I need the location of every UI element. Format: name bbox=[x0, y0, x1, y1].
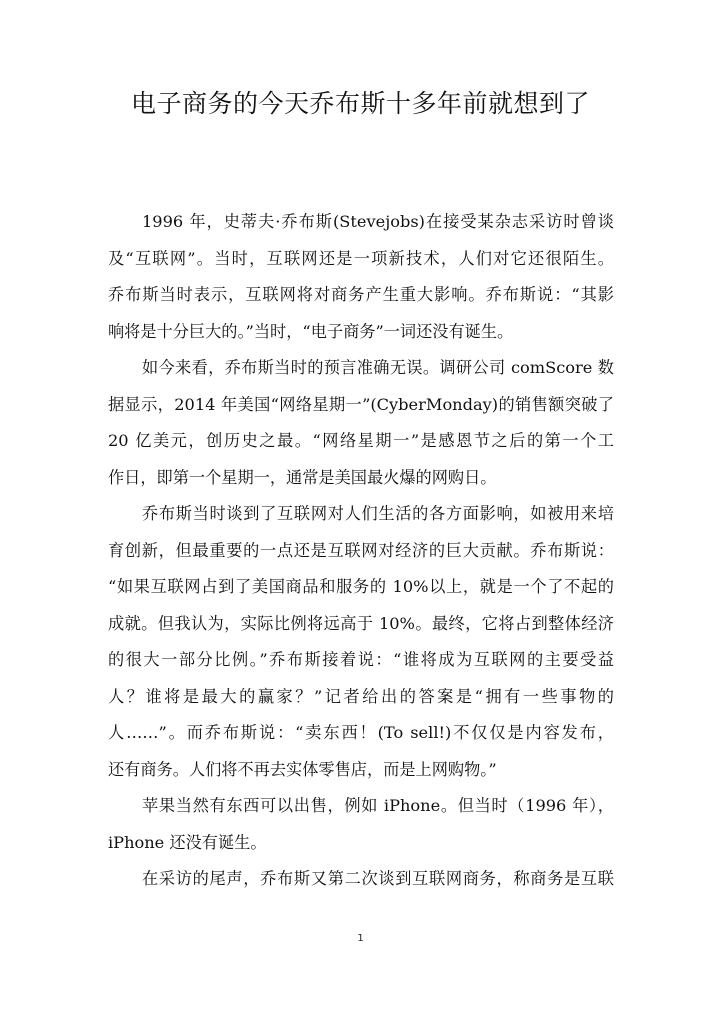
body-line: 人？谁将是最大的赢家？”记者给出的答案是“拥有一些事物的 bbox=[108, 686, 614, 706]
page-number: 1 bbox=[357, 933, 364, 944]
body-line: 还有商务。人们将不再去实体零售店，而是上网购物。” bbox=[108, 759, 497, 779]
document-title: 电子商务的今天乔布斯十多年前就想到了 bbox=[130, 89, 590, 118]
body-line: 成就。但我认为，实际比例将远高于 10%。最终，它将占到整体经济 bbox=[108, 613, 614, 633]
body-line: 乔布斯当时表示，互联网将对商务产生重大影响。乔布斯说：“其影 bbox=[108, 285, 614, 304]
body-line: “如果互联网占到了美国商品和服务的 10%以上，就是一个了不起的 bbox=[108, 577, 614, 596]
body-line: 乔布斯当时谈到了互联网对人们生活的各方面影响，如被用来培 bbox=[142, 504, 614, 523]
document-body bbox=[108, 204, 614, 898]
body-line: 育创新，但最重要的一点还是互联网对经济的巨大贡献。乔布斯说： bbox=[108, 540, 614, 560]
body-line: 作日，即第一个星期一，通常是美国最火爆的网购日。 bbox=[108, 467, 497, 487]
body-line: 如今来看，乔布斯当时的预言准确无误。调研公司 comScore 数 bbox=[142, 358, 614, 377]
body-line: iPhone 还没有诞生。 bbox=[108, 832, 267, 852]
body-line: 据显示，2014 年美国“网络星期一”(CyberMonday)的销售额突破了 bbox=[108, 394, 614, 414]
body-line: 人……”。而乔布斯说：“卖东西！(To sell!)不仅仅是内容发布， bbox=[108, 723, 614, 742]
body-line: 在采访的尾声，乔布斯又第二次谈到互联网商务，称商务是互联 bbox=[142, 869, 614, 888]
body-line: 20 亿美元，创历史之最。“网络星期一”是感恩节之后的第一个工 bbox=[108, 431, 614, 450]
body-line: 及“互联网”。当时，互联网还是一项新技术，人们对它还很陌生。 bbox=[108, 248, 614, 268]
body-line: 的很大一部分比例。”乔布斯接着说：“谁将成为互联网的主要受益 bbox=[108, 650, 614, 669]
body-line: 响将是十分巨大的。”当时，“电子商务”一词还没有诞生。 bbox=[108, 321, 514, 341]
body-line: 苹果当然有东西可以出售，例如 iPhone。但当时（1996 年）， bbox=[142, 796, 614, 815]
body-line: 1996 年，史蒂夫·乔布斯(Stevejobs)在接受某杂志采访时曾谈 bbox=[142, 212, 614, 231]
